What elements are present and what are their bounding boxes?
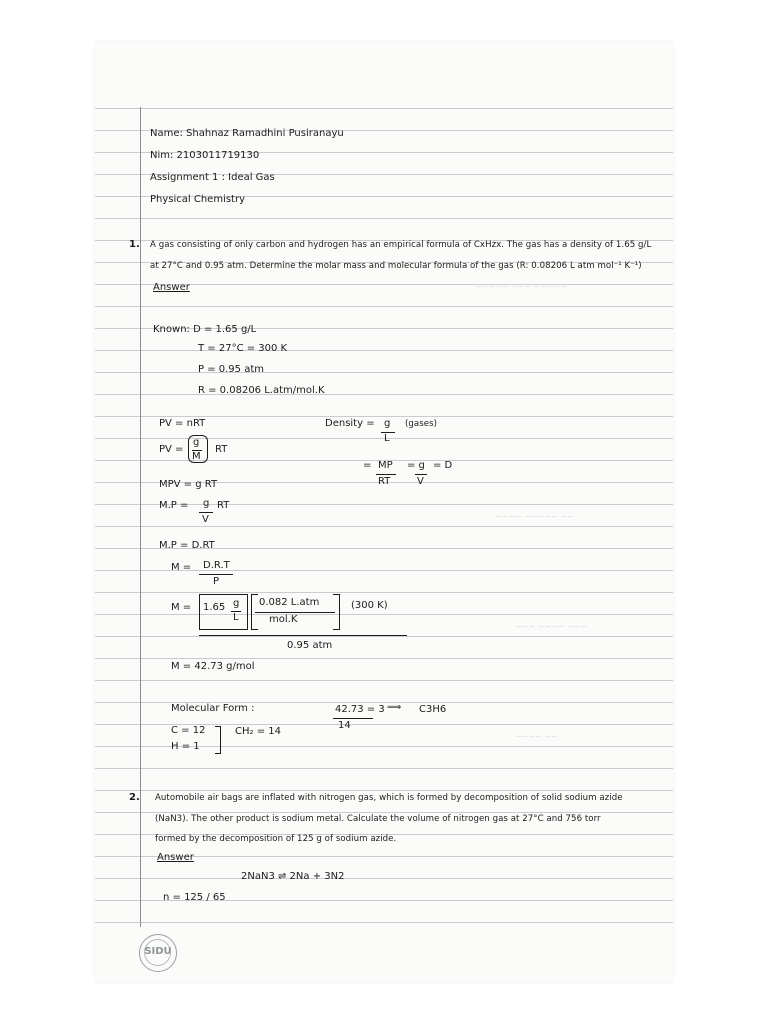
ch2-mass: CH₂ = 14 bbox=[235, 726, 281, 737]
logo-text: SIDU bbox=[144, 946, 172, 957]
ruled-line bbox=[95, 416, 673, 417]
ruled-line bbox=[95, 526, 673, 527]
rt-term: RT bbox=[215, 444, 228, 455]
molecular-form-label: Molecular Form : bbox=[171, 703, 255, 714]
parenthesis-right bbox=[199, 435, 208, 463]
rt-denominator: RT bbox=[378, 476, 391, 487]
fraction-bar-main bbox=[199, 635, 407, 636]
known-pressure: P = 0.95 atm bbox=[198, 364, 265, 375]
ruled-line bbox=[95, 658, 673, 659]
ruled-line bbox=[95, 680, 673, 681]
notebook-page bbox=[95, 42, 673, 982]
known-temperature: T = 27°C = 300 K bbox=[198, 343, 288, 354]
ratio-numerator: 42.73 = 3 bbox=[335, 704, 385, 715]
fraction-denominator: M bbox=[192, 451, 201, 462]
moles-calculation: n = 125 / 65 bbox=[163, 892, 226, 903]
bracket-right bbox=[241, 594, 248, 630]
ruled-line bbox=[95, 218, 673, 219]
unit-mol-k: mol.K bbox=[269, 614, 298, 625]
carbon-mass: C = 12 bbox=[171, 725, 206, 736]
known-gas-constant: R = 0.08206 L.atm/mol.K bbox=[198, 385, 325, 396]
sidu-logo bbox=[139, 934, 177, 972]
fraction-bar bbox=[255, 612, 335, 613]
equation-lhs: PV = bbox=[159, 444, 184, 455]
fraction-bar bbox=[333, 718, 373, 719]
mp-rt: RT bbox=[217, 500, 230, 511]
ideal-gas-equation: PV = nRT bbox=[159, 418, 206, 429]
fraction-numerator: g bbox=[193, 437, 200, 448]
mp-drt-equation: M.P = D.RT bbox=[159, 540, 215, 551]
molecular-formula-result: C3H6 bbox=[419, 704, 447, 715]
temperature-value: (300 K) bbox=[351, 600, 388, 611]
student-name: Name: Shahnaz Ramadhini Pusiranayu bbox=[150, 128, 344, 139]
m-numerator: D.R.T bbox=[203, 560, 230, 571]
equals-sign: = bbox=[363, 460, 372, 471]
fraction-bar bbox=[199, 512, 213, 513]
density-numerator: g bbox=[384, 418, 391, 429]
known-density: Known: D = 1.65 g/L bbox=[153, 324, 257, 335]
question-line: A gas consisting of only carbon and hydrogen has an empirical formula of CxHzx. The gas has a density of 1.65 g/L bbox=[150, 240, 652, 250]
mp-numerator: MP bbox=[378, 460, 393, 471]
question-line: at 27°C and 0.95 atm. Determine the molar mass and molecular formula of the gas (R: 0.08206 L atm mol⁻¹ K⁻¹) bbox=[150, 261, 642, 271]
mp-numerator-g: g bbox=[203, 498, 210, 509]
pressure-value: 0.95 atm bbox=[287, 640, 333, 651]
unit-g: g bbox=[233, 598, 240, 609]
m-denominator: P bbox=[213, 576, 220, 587]
student-nim: Nim: 2103011719130 bbox=[150, 150, 260, 161]
v-denominator: V bbox=[417, 476, 424, 487]
ruled-line bbox=[95, 790, 673, 791]
ruled-line bbox=[95, 768, 673, 769]
molar-mass-result: M = 42.73 g/mol bbox=[171, 661, 255, 672]
ruled-line bbox=[95, 922, 673, 923]
problem-number: 2. bbox=[129, 792, 140, 803]
ruled-line bbox=[95, 636, 673, 637]
ruled-line bbox=[95, 812, 673, 813]
mp-equation-lhs: M.P = bbox=[159, 500, 189, 511]
problem-number: 1. bbox=[129, 239, 140, 250]
bracket-right bbox=[215, 726, 221, 754]
ruled-line bbox=[95, 878, 673, 879]
ruled-line bbox=[95, 350, 673, 351]
question-line: Automobile air bags are inflated with nitrogen gas, which is formed by decomposition of solid sodium azide bbox=[155, 793, 623, 803]
answer-label: Answer bbox=[153, 282, 190, 293]
margin-line bbox=[140, 107, 141, 927]
density-denominator: L bbox=[384, 433, 390, 444]
ruled-line bbox=[95, 614, 673, 615]
hydrogen-mass: H = 1 bbox=[171, 741, 200, 752]
bracket-right bbox=[333, 594, 340, 630]
answer-label: Answer bbox=[157, 852, 194, 863]
mpv-equation: MPV = g RT bbox=[159, 479, 218, 490]
bleed-through-mark: ~~~~ ~~~~~ ~~ bbox=[495, 512, 574, 521]
mp-denominator: V bbox=[202, 514, 209, 525]
unit-l: L bbox=[233, 612, 239, 623]
course-name: Physical Chemistry bbox=[150, 194, 246, 205]
bleed-through-mark: ~~~~~ ~~~ ~~~~~ bbox=[475, 282, 568, 291]
ruled-line bbox=[95, 592, 673, 593]
assignment-title: Assignment 1 : Ideal Gas bbox=[150, 172, 275, 183]
density-value: 1.65 bbox=[203, 602, 226, 613]
m-calc-lhs: M = bbox=[171, 602, 192, 613]
m-equation-lhs: M = bbox=[171, 562, 192, 573]
ruled-line bbox=[95, 108, 673, 109]
gas-constant-value: 0.082 L.atm bbox=[259, 597, 320, 608]
bleed-through-mark: ~~~ ~~~~ ~~~ bbox=[515, 622, 588, 631]
density-label: Density = bbox=[325, 418, 375, 429]
ratio-denominator: 14 bbox=[338, 720, 351, 731]
question-line: (NaN3). The other product is sodium metal. Calculate the volume of nitrogen gas at 27°C and 756 torr bbox=[155, 814, 601, 824]
fraction-bar bbox=[376, 474, 396, 475]
ruled-line bbox=[95, 394, 673, 395]
equals-g: = g bbox=[407, 460, 425, 471]
gases-note: (gases) bbox=[405, 419, 438, 429]
reaction-equation: 2NaN3 ⇌ 2Na + 3N2 bbox=[241, 871, 345, 882]
ruled-line bbox=[95, 372, 673, 373]
bleed-through-mark: ~~~~ ~~ bbox=[515, 732, 558, 741]
question-line: formed by the decomposition of 125 g of sodium azide. bbox=[155, 834, 397, 844]
arrow-symbol: ⟹ bbox=[387, 702, 402, 713]
fraction-bar bbox=[199, 574, 233, 575]
ruled-line bbox=[95, 306, 673, 307]
fraction-bar bbox=[415, 474, 427, 475]
equals-d: = D bbox=[433, 460, 453, 471]
